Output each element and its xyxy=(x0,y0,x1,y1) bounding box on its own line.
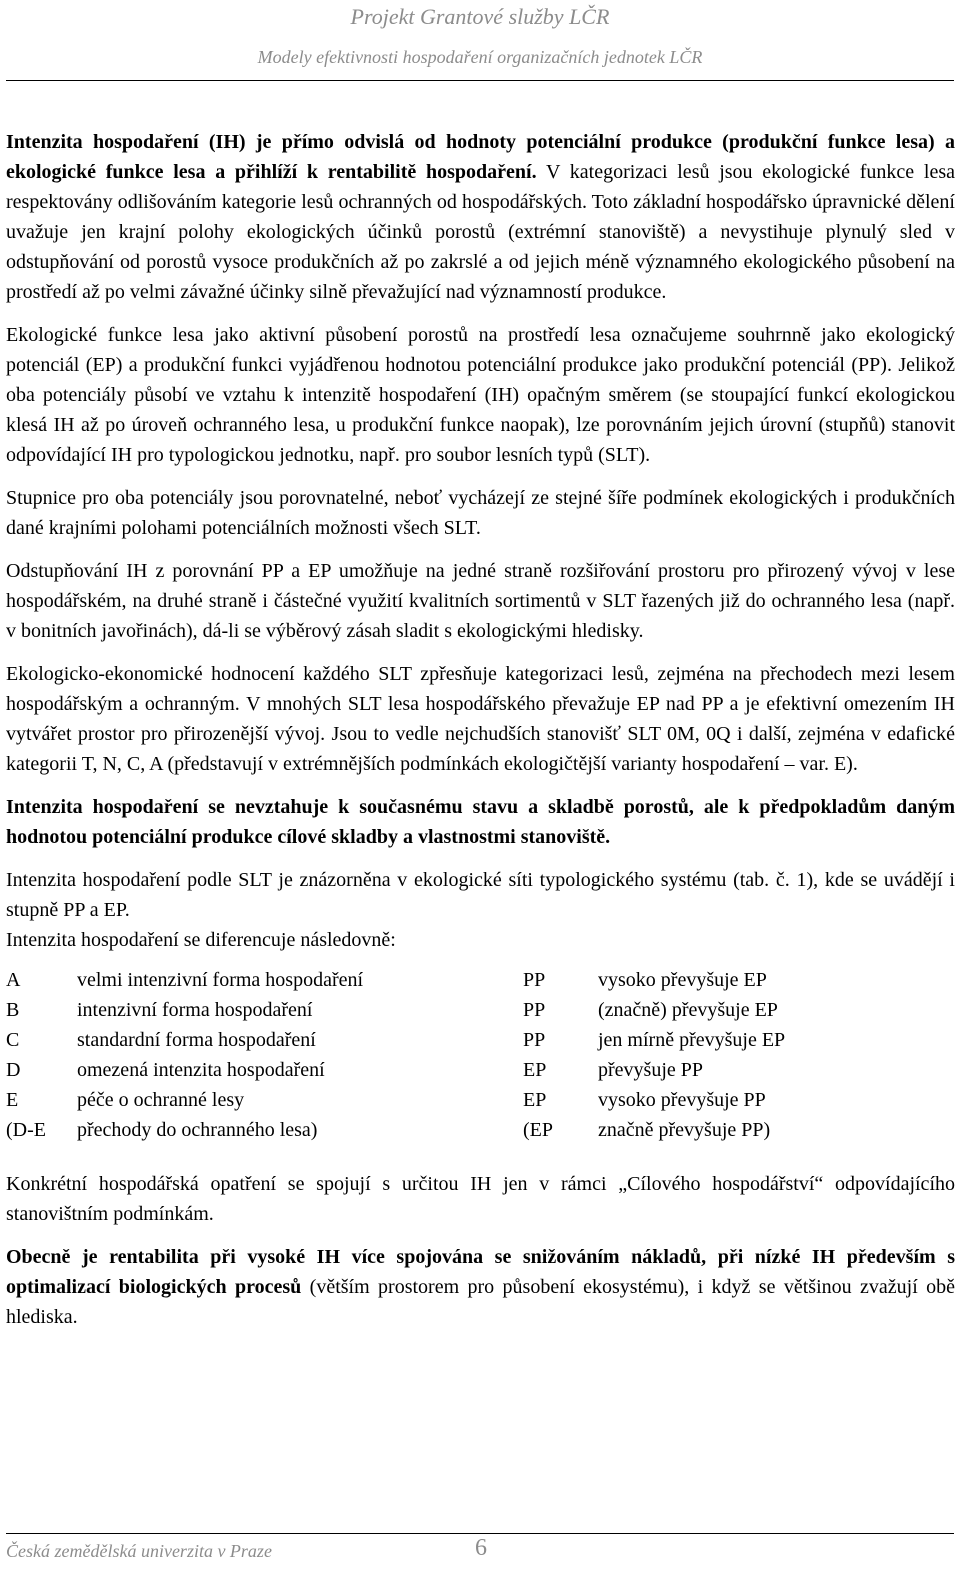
page-number: 6 xyxy=(475,1535,487,1561)
ih-potential: EP xyxy=(523,1059,547,1081)
ih-relation: převyšuje PP xyxy=(598,1059,703,1081)
ih-row xyxy=(6,995,955,1025)
ih-name: přechody do ochranného lesa) xyxy=(77,1119,318,1141)
ih-name: intenzivní forma hospodaření xyxy=(77,999,313,1021)
ih-levels-list xyxy=(6,965,955,1145)
ih-potential: (EP xyxy=(523,1119,553,1141)
ih-code: (D-E xyxy=(6,1119,46,1141)
ih-relation: jen mírně převyšuje EP xyxy=(598,1029,786,1051)
ih-relation: vysoko převyšuje EP xyxy=(598,969,767,991)
ih-potential: PP xyxy=(523,969,546,991)
ih-row xyxy=(6,1025,955,1055)
ih-row xyxy=(6,965,955,995)
paragraph-1-text: V kategorizaci lesů jsou ekologické funkce lesa respektovány odlišováním kategorie lesů ochranných od hospodářských. Toto základní hospodářsko úpravnické dělení uvažuje jen krajní polohy ekologických účinků porostů (extrémní stanoviště) a nevystihuje plynulý sled v odstupňování od porostů vysoce produkčních až po zakrslé a od jejich méně významného ekologického působení na prostředí až po velmi závažné účinky silně převažující nad významností produkce. xyxy=(6,161,956,303)
paragraph-7: Intenzita hospodaření podle SLT je znázorněna v ekologické síti typologického systému (tab. č. 1), kde se uvádějí i stupně PP a EP. xyxy=(6,869,955,921)
ih-relation: značně převyšuje PP) xyxy=(598,1119,771,1141)
ih-row xyxy=(6,1085,955,1115)
ih-row xyxy=(6,1115,955,1145)
ih-name: velmi intenzivní forma hospodaření xyxy=(77,969,364,991)
paragraph-10-text: (větším prostorem pro působení ekosystému), i když se většinou zvažují obě hlediska. xyxy=(6,1276,956,1328)
ih-row xyxy=(6,1055,955,1085)
footer-rule xyxy=(6,1533,954,1534)
paragraph-1-bold: Intenzita hospodaření (IH) je přímo odvislá od hodnoty potenciální produkce (produkční funkce lesa) a ekologické funkce lesa a přihlíží k rentabilitě hospodaření. xyxy=(6,131,955,183)
ih-code: D xyxy=(6,1059,21,1081)
paragraph-2: Ekologické funkce lesa jako aktivní působení porostů na prostředí lesa označujeme souhrnně jako ekologický potenciál (EP) a produkční funkci vyjádřenou hodnotou potenciální produkce jako produkční potenciál (PP). Jelikož oba potenciály působí ve vztahu k intenzitě hospodaření (IH) opačným směrem (se stoupající funkcí ekologickou klesá IH až po úroveň ochranného lesa, u produkční funkce naopak), lze porovnáním jejich úrovní (stupňů) stanovit odpovídající IH pro typologickou jednotku, např. pro soubor lesních typů (SLT). xyxy=(6,324,955,466)
header-title: Projekt Grantové služby LČR xyxy=(350,4,610,29)
ih-code: A xyxy=(6,969,21,991)
ih-code: E xyxy=(6,1089,19,1111)
ih-potential: PP xyxy=(523,999,546,1021)
ih-potential: EP xyxy=(523,1089,547,1111)
ih-name: standardní forma hospodaření xyxy=(77,1029,316,1051)
paragraph-8: Intenzita hospodaření se diferencuje následovně: xyxy=(6,929,396,951)
paragraph-1 xyxy=(6,127,955,307)
ih-name: omezená intenzita hospodaření xyxy=(77,1059,325,1081)
paragraph-9: Konkrétní hospodářská opatření se spojují s určitou IH jen v rámci „Cílového hospodářství“ odpovídajícího stanovištním podmínkám. xyxy=(6,1173,955,1225)
paragraph-10-bold: Obecně je rentabilita při vysoké IH více spojována se snižováním nákladů, při nízké IH především s optimalizací biologických procesů xyxy=(6,1246,955,1298)
paragraph-3: Stupnice pro oba potenciály jsou porovnatelné, neboť vycházejí ze stejné šíře podmínek ekologických i produkčních dané krajními polohami potenciálních možnosti všech SLT. xyxy=(6,487,955,539)
ih-relation: (značně) převyšuje EP xyxy=(598,999,778,1021)
footer-university: Česká zemědělská univerzita v Praze xyxy=(6,1541,272,1561)
ih-potential: PP xyxy=(523,1029,546,1051)
ih-code: B xyxy=(6,999,20,1021)
ih-code: C xyxy=(6,1029,20,1051)
ih-name: péče o ochranné lesy xyxy=(77,1089,245,1111)
header-rule xyxy=(6,80,954,81)
paragraph-4: Odstupňování IH z porovnání PP a EP umožňuje na jedné straně rozšiřování prostoru pro přirozený vývoj v lese hospodářském, na druhé straně i částečné využití kvalitních sortimentů v SLT řazených již do ochranného lesa (např. v bonitních javořinách), dá-li se výběrový zásah sladit s ekologickými hledisky. xyxy=(6,560,955,642)
ih-relation: vysoko převyšuje PP xyxy=(598,1089,766,1111)
paragraph-6: Intenzita hospodaření se nevztahuje k současnému stavu a skladbě porostů, ale k předpokladům daným hodnotou potenciální produkce cílové skladby a vlastnostmi stanoviště. xyxy=(6,796,955,848)
document-body xyxy=(6,127,955,1332)
header-subtitle: Modely efektivnosti hospodaření organizačních jednotek LČR xyxy=(257,47,703,67)
paragraph-10 xyxy=(6,1242,955,1332)
paragraph-5: Ekologicko-ekonomické hodnocení každého SLT zpřesňuje kategorizaci lesů, zejména na přechodech mezi lesem hospodářským a ochranným. V mnohých SLT lesa hospodářského převažuje EP nad PP a je efektivní omezením IH vytvářet prostor pro přirozenější vývoj. Jsou to vedle nejchudších stanovišť SLT 0M, 0Q i další, zejména v edafické kategorii T, N, C, A (představují v extrémnějších podmínkách ekologičtější varianty hospodaření – var. E). xyxy=(6,663,955,775)
